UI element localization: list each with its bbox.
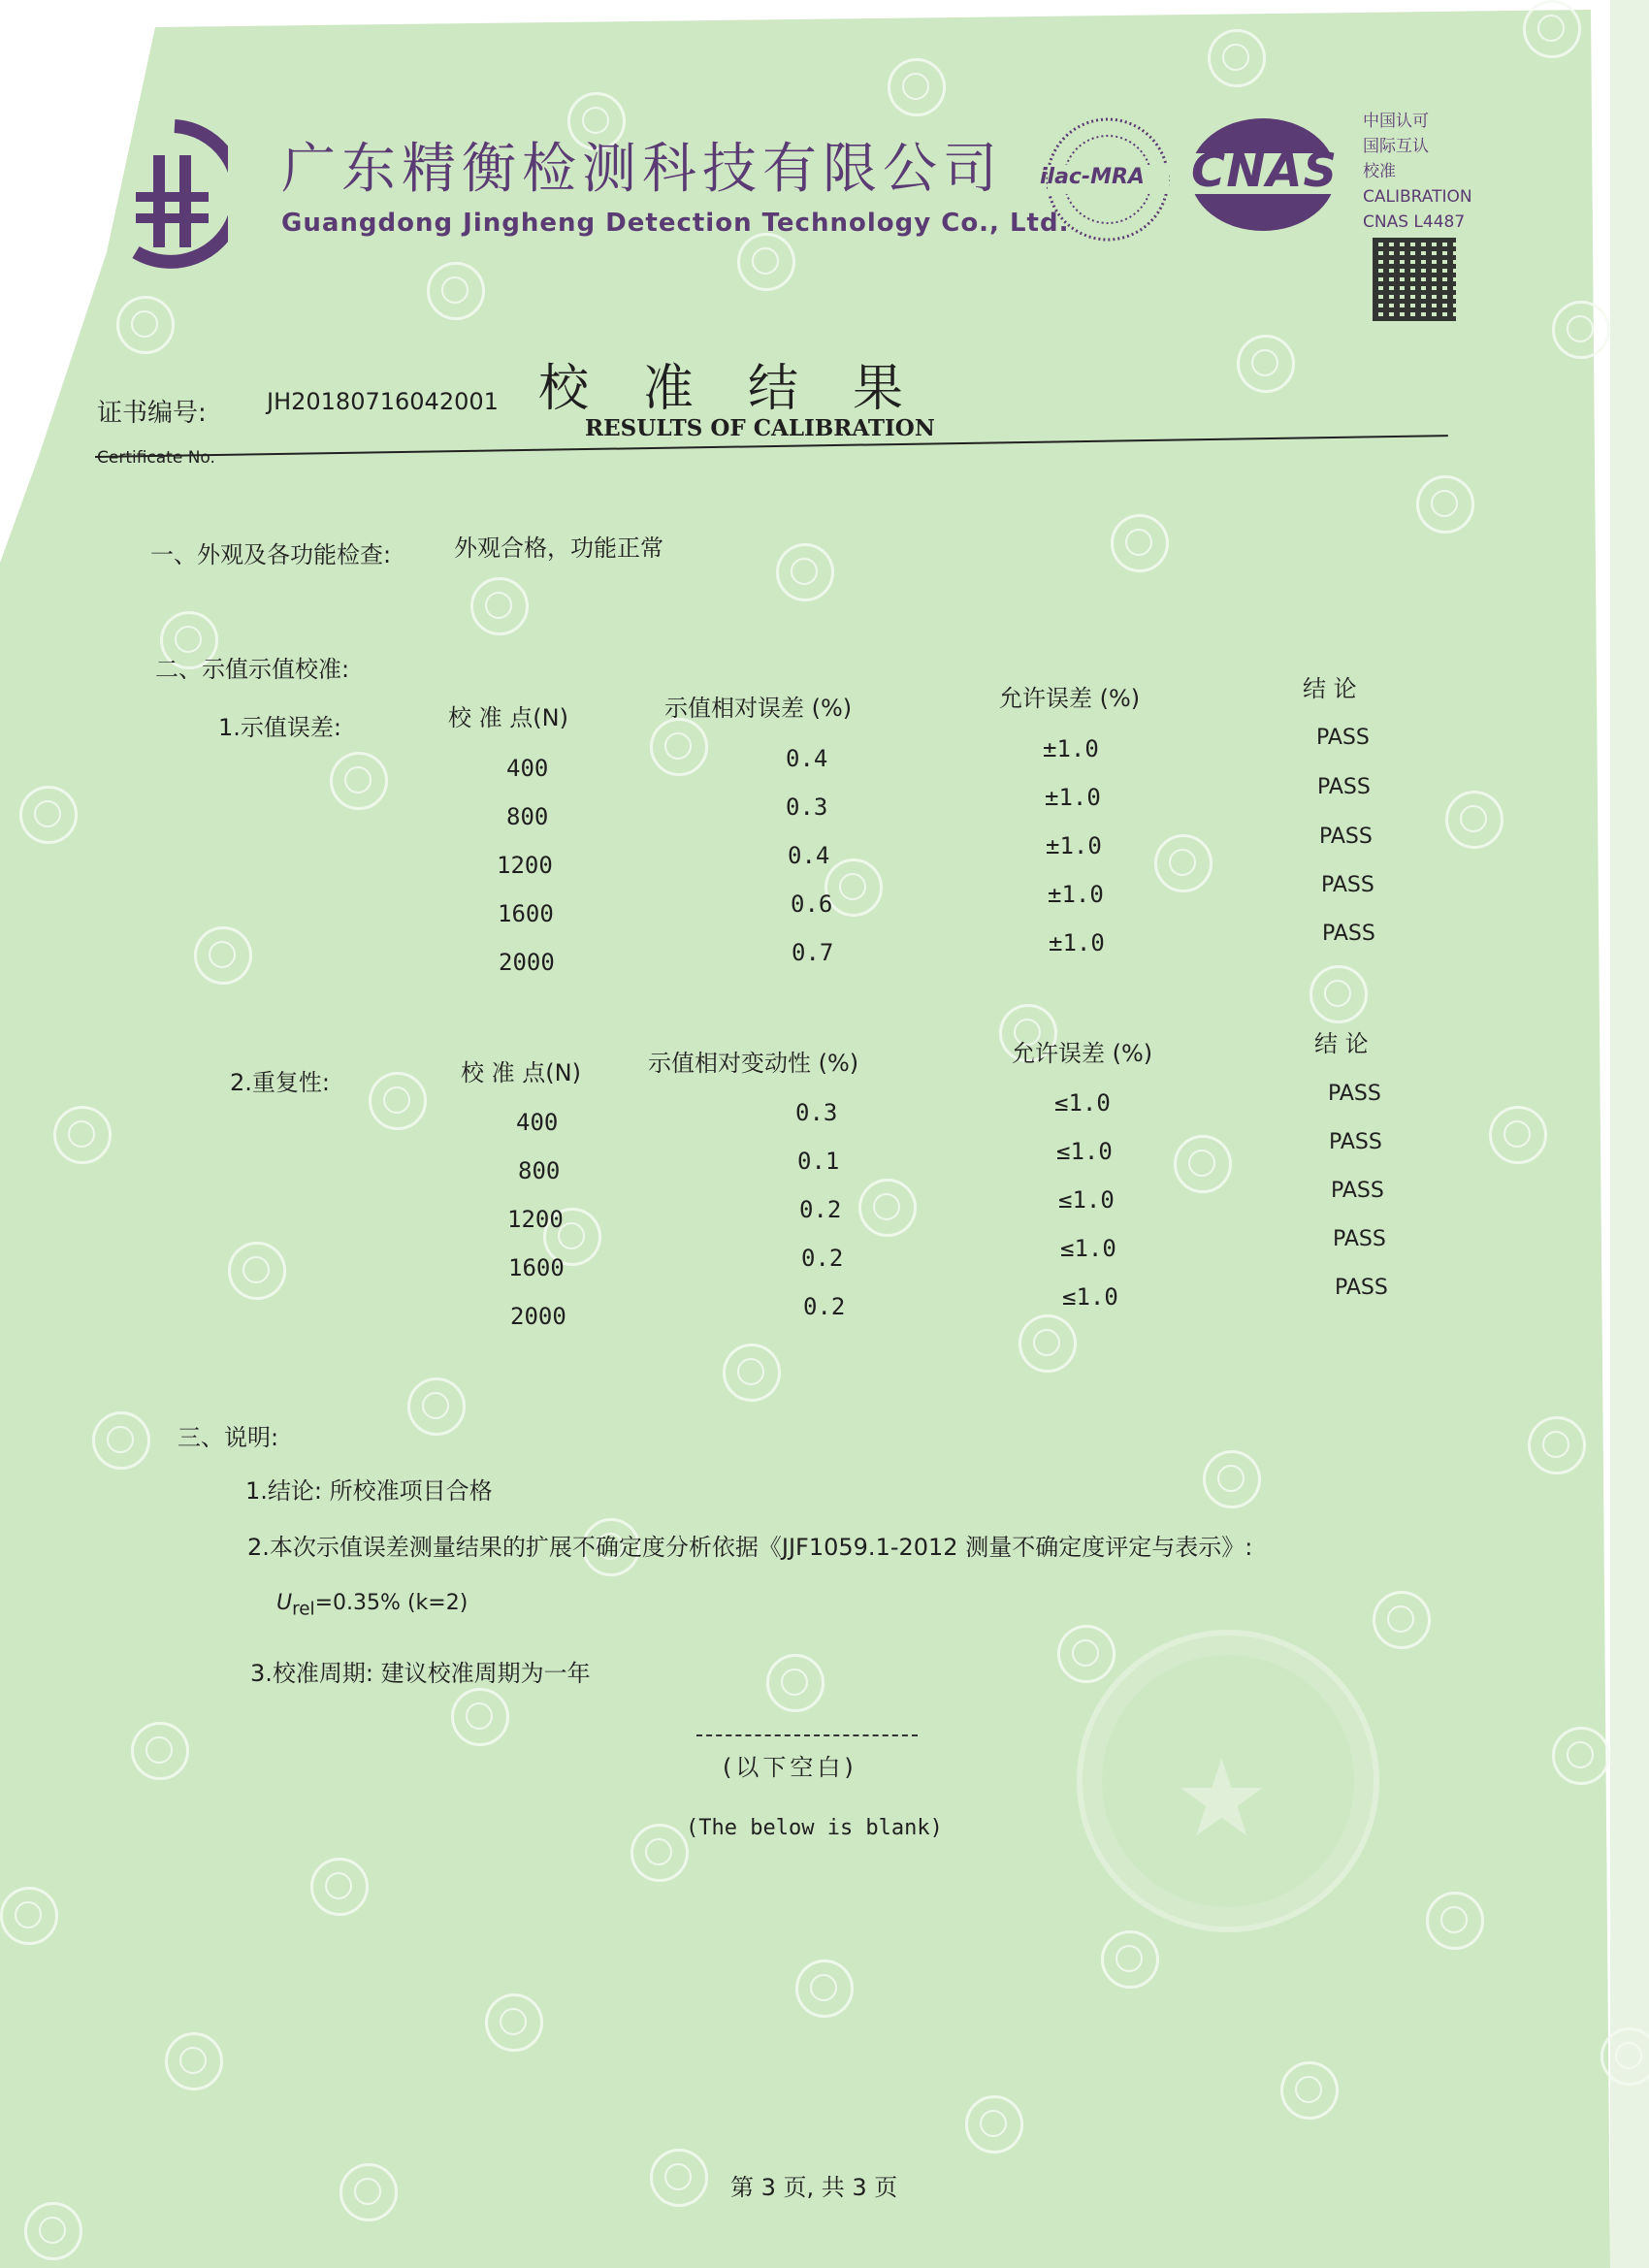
watermark-icon	[1174, 1135, 1232, 1193]
table2-variation: 0.2	[803, 1293, 846, 1320]
table1-allowed: ±1.0	[1043, 735, 1099, 762]
table2-pass: PASS	[1328, 1082, 1381, 1106]
watermark-icon	[650, 2149, 708, 2207]
seal-star-icon: ★	[1174, 1736, 1270, 1861]
table2-point: 1600	[508, 1254, 565, 1281]
watermark-icon	[766, 1654, 824, 1712]
table2-point: 1200	[507, 1206, 564, 1233]
table1-pass: PASS	[1322, 922, 1375, 946]
table2-header-conclusion: 结 论	[1314, 1030, 1369, 1057]
watermark-icon	[407, 1377, 466, 1436]
table2-header-variation: 示值相对变动性 (%)	[648, 1050, 859, 1077]
watermark-icon	[965, 2095, 1023, 2154]
cnas-info	[1363, 109, 1472, 235]
ilac-mra-text: ilac-MRA	[1040, 165, 1145, 189]
certificate-label-cn: 证书编号:	[97, 399, 207, 428]
table1-pass: PASS	[1317, 775, 1371, 799]
watermark-icon	[330, 752, 388, 810]
cnas-info-line: CNAS L4487	[1363, 212, 1466, 232]
watermark-icon	[1154, 834, 1212, 892]
table2-allowed: ≤1.0	[1058, 1186, 1115, 1214]
watermark-icon	[369, 1072, 427, 1130]
cnas-text: CNAS	[1191, 144, 1339, 198]
table2-variation: 0.3	[795, 1099, 838, 1126]
page-number: 第 3 页, 共 3 页	[730, 2174, 898, 2201]
certificate-number: JH20180716042001	[267, 388, 499, 415]
watermark-icon	[1416, 475, 1474, 534]
watermark-icon	[19, 786, 78, 844]
watermark-icon	[0, 1887, 58, 1945]
table2-variation: 0.2	[799, 1196, 842, 1223]
table2-pass: PASS	[1333, 1227, 1386, 1251]
watermark-icon	[1203, 1450, 1261, 1508]
section1-heading: 一、外观及各功能检查:	[150, 541, 392, 568]
watermark-icon	[310, 1858, 369, 1916]
watermark-icon	[165, 2032, 223, 2090]
watermark-icon	[1018, 1314, 1077, 1373]
table2-point: 400	[516, 1109, 559, 1136]
watermark-icon	[1280, 2061, 1339, 2120]
table1-error: 0.6	[791, 891, 833, 918]
watermark-icon	[228, 1242, 286, 1300]
table1-pass: PASS	[1316, 726, 1370, 750]
table1-allowed: ±1.0	[1048, 881, 1104, 908]
table1-point: 1600	[498, 900, 554, 927]
table1-header-conclusion: 结 论	[1303, 675, 1357, 702]
watermark-icon	[795, 1960, 854, 2018]
table2-allowed: ≤1.0	[1062, 1283, 1118, 1311]
watermark-icon	[24, 2202, 82, 2260]
urel-subscript: rel	[292, 1599, 315, 1620]
watermark-icon	[1528, 1416, 1586, 1474]
cnas-info-line: 校准	[1363, 162, 1396, 181]
table1-header-error: 示值相对误差 (%)	[664, 695, 853, 722]
table2-header-point: 校 准 点(N)	[461, 1059, 581, 1086]
table2-point: 800	[518, 1157, 561, 1184]
watermark-icon	[1373, 1591, 1431, 1649]
watermark-icon	[776, 543, 834, 601]
table1-allowed: ±1.0	[1045, 784, 1101, 811]
results-title-en: RESULTS OF CALIBRATION	[585, 415, 935, 441]
watermark-icon	[824, 859, 883, 917]
company-name-en: Guangdong Jingheng Detection Technology Co., Ltd.	[281, 209, 1070, 238]
section3-item3: 3.校准周期: 建议校准周期为一年	[250, 1660, 591, 1687]
watermark-icon	[427, 262, 485, 320]
section3-item2: 2.本次示值误差测量结果的扩展不确定度分析依据《JJF1059.1-2012 测量不确定度评定与表示》:	[247, 1534, 1253, 1561]
table1-header-point: 校 准 点(N)	[448, 704, 568, 731]
watermark-icon	[451, 1688, 509, 1746]
table1-point: 400	[506, 755, 549, 782]
table2-point: 2000	[510, 1303, 566, 1330]
blank-dashed-line	[696, 1734, 918, 1736]
section1-value: 外观合格，功能正常	[454, 535, 663, 562]
cnas-info-line: CALIBRATION	[1363, 187, 1472, 207]
cnas-info-line: 国际互认	[1363, 137, 1429, 156]
table2-variation: 0.2	[801, 1245, 844, 1272]
watermark-icon	[1552, 301, 1610, 359]
watermark-icon	[1310, 965, 1368, 1023]
watermark-icon	[194, 926, 252, 985]
watermark-icon	[1208, 29, 1266, 87]
table2-allowed: ≤1.0	[1060, 1235, 1116, 1262]
watermark-icon	[1101, 1930, 1159, 1989]
watermark-icon	[340, 2163, 398, 2221]
table1-header-allowed: 允许误差 (%)	[999, 685, 1141, 712]
section3-item1: 1.结论: 所校准项目合格	[245, 1477, 493, 1505]
section2-heading: 二、示值示值校准:	[155, 656, 350, 683]
table1-allowed: ±1.0	[1049, 929, 1105, 956]
watermark-icon	[1523, 0, 1581, 58]
table1-pass: PASS	[1321, 873, 1374, 897]
table2-allowed: ≤1.0	[1054, 1089, 1111, 1117]
table1-error: 0.4	[786, 745, 828, 772]
table2-header-allowed: 允许误差 (%)	[1012, 1040, 1153, 1067]
blank-notice-en: (The below is blank)	[686, 1816, 943, 1840]
watermark-icon	[1426, 1892, 1484, 1950]
table1-point: 2000	[499, 949, 555, 976]
watermark-icon	[630, 1824, 689, 1882]
watermark-icon	[116, 296, 175, 354]
company-logo-icon	[107, 116, 228, 272]
table1-point: 800	[506, 803, 549, 830]
cnas-info-line: 中国认可	[1363, 112, 1429, 131]
watermark-icon	[92, 1411, 150, 1470]
section3-heading: 三、说明:	[178, 1424, 279, 1451]
watermark-icon	[1445, 791, 1504, 849]
table1-point: 1200	[497, 852, 553, 879]
watermark-icon	[723, 1344, 781, 1402]
table1-label: 1.示值误差:	[218, 714, 341, 741]
qr-code-icon	[1373, 238, 1456, 321]
urel-symbol: U	[276, 1591, 293, 1615]
watermark-icon	[650, 718, 708, 776]
urel-value: =0.35% (k=2)	[314, 1591, 469, 1615]
watermark-icon	[1489, 1106, 1547, 1164]
urel-formula	[276, 1591, 468, 1619]
company-name-cn: 广东精衡检测科技有限公司	[281, 138, 1003, 201]
watermark-icon	[1552, 1727, 1610, 1785]
results-title-cn: 校准结果	[538, 360, 958, 418]
certificate-label-en: Certificate No.	[97, 448, 215, 468]
table1-error: 0.3	[786, 794, 828, 821]
table1-error: 0.7	[792, 939, 834, 966]
table1-pass: PASS	[1319, 825, 1373, 849]
watermark-icon	[1237, 335, 1295, 393]
table1-allowed: ±1.0	[1046, 832, 1102, 859]
watermark-icon	[858, 1179, 917, 1237]
watermark-icon	[53, 1106, 112, 1164]
table1-error: 0.4	[788, 842, 830, 869]
page-edge	[1610, 0, 1649, 2268]
watermark-icon	[737, 233, 795, 291]
table2-allowed: ≤1.0	[1056, 1138, 1113, 1165]
watermark-icon	[131, 1722, 189, 1780]
watermark-icon	[1057, 1625, 1116, 1683]
table2-variation: 0.1	[797, 1148, 840, 1175]
watermark-icon	[1111, 514, 1169, 572]
blank-notice-cn: (以下空白)	[723, 1754, 857, 1781]
table2-pass: PASS	[1335, 1276, 1388, 1300]
watermark-icon	[485, 1993, 543, 2052]
table2-pass: PASS	[1331, 1179, 1384, 1203]
watermark-icon	[888, 58, 946, 116]
table2-pass: PASS	[1329, 1130, 1382, 1154]
watermark-icon	[470, 577, 529, 635]
table2-label: 2.重复性:	[230, 1069, 330, 1096]
